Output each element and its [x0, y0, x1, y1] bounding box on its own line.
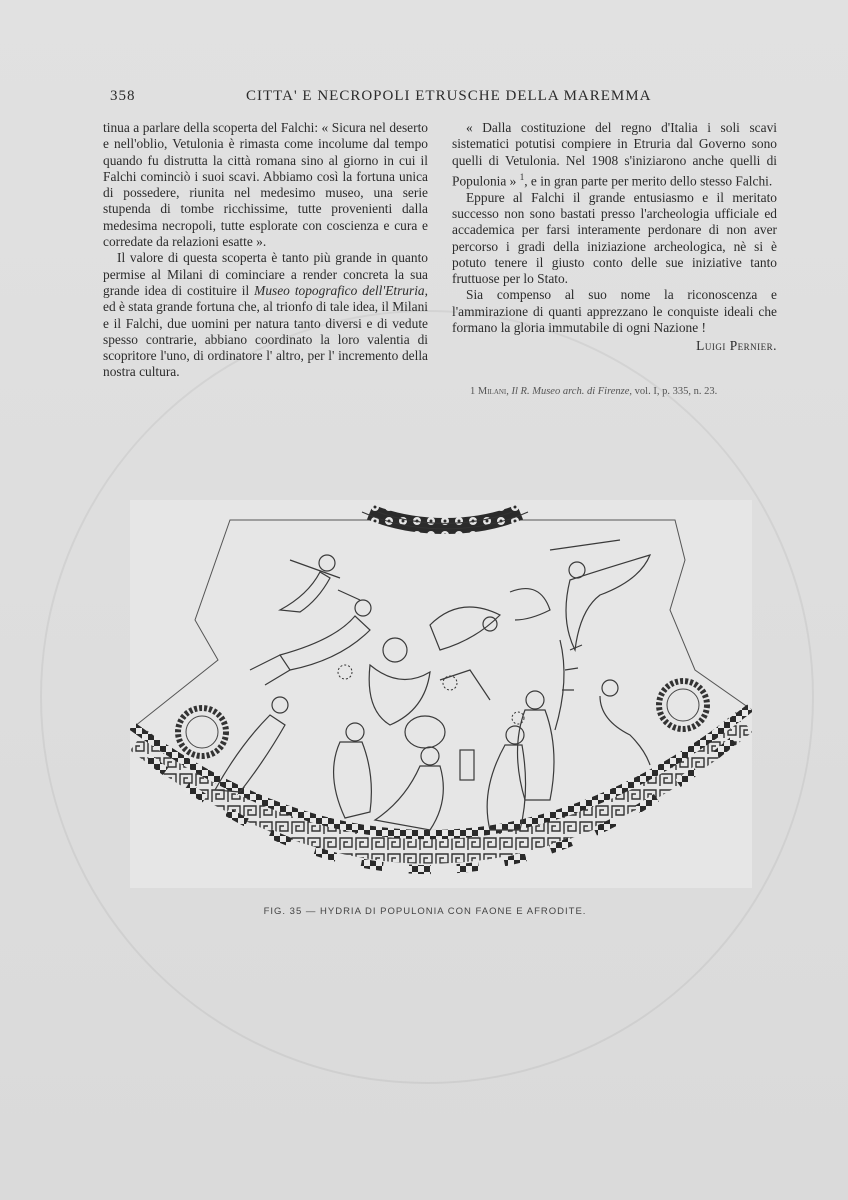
left-column: [103, 120, 428, 381]
footnote-marker: 1: [470, 386, 476, 397]
right-column: [452, 120, 777, 355]
right-paragraph-1: « Dalla costituzione del regno d'Italia i soli scavi sistematici potutisi compiere in Etruria dal Governo sono quelli di Vetulonia. Nel 1908 s'iniziarono anche quelli di Populonia » $^1$, e in gran parte per merito dello stesso Falchi.: [452, 120, 777, 189]
footnote: [470, 386, 790, 397]
left-medallion: [178, 708, 226, 756]
right-paragraph-3: Sia compenso al suo nome la riconoscenza e l'ammirazione di quanti apprezzano le conquiste ideali che formano la gloria immutabile di ogni Nazione !: [452, 287, 777, 336]
page-number: 358: [110, 88, 136, 104]
page-header: [110, 88, 750, 110]
author-signature: Luigi Pernier.: [696, 338, 777, 354]
dot-ornaments: [338, 665, 524, 724]
hydria-drawing: [130, 500, 752, 888]
top-rosette-band: [370, 512, 520, 526]
footnote-reference: vol. I, p. 335, n. 23.: [634, 386, 718, 397]
running-title: CITTA' E NECROPOLI ETRUSCHE DELLA MAREMMA: [246, 88, 652, 104]
footnote-ref: 1: [519, 171, 525, 182]
hydria-illustration: [130, 500, 752, 888]
right-medallion: [659, 681, 707, 729]
footnote-title: Il R. Museo arch. di Firenze,: [511, 386, 633, 397]
figure-caption: FIG. 35 — HYDRIA DI POPULONIA CON FAONE E AFRODITE.: [263, 906, 587, 917]
figures-group: [215, 540, 650, 830]
left-paragraph-2: Il valore di questa scoperta è tanto più grande in quanto permise al Milani di cominciare a render concreta la sua grande idea di costituire il Museo topografico dell'Etruria, ed è stata grande fortuna che, al trionfo di tale idea, il Milani e il Falchi, due uomini per natura tanto diversi e di vedute spesso contrarie, abbiano coordinato la loro valentia di scopritore l'uno, di ordinatore l' altro, per l' incremento della nostra cultura.: [103, 250, 428, 380]
left-paragraph-1: tinua a parlare della scoperta del Falchi: « Sicura nel deserto e nell'oblio, Vetulonia è rimasta come incolume dal tempo quando fu distrutta la città romana sino al giorno in cui il Falchi cominciò i suoi scavi. Abbiamo così la fortuna unica di possedere, riunita nel medesimo museo, una serie stupenda di tombe ricchissime, tutte provenienti dalla medesima necropoli, tutte esplorate con coscienza e cura e corredate da relazioni esatte ».: [103, 120, 428, 250]
museum-title-italic: Museo topografico dell'Etruria: [254, 282, 425, 298]
footnote-author: Milani,: [477, 386, 509, 397]
right-paragraph-2: Eppure al Falchi il grande entusiasmo e il meritato successo non sono bastati presso l'archeologia ufficiale ed accademica per farsi interamente perdonare di non aver percorso i gradi della iniziazione archeologica, nè si è potuto tenere il giusto conto delle sue iniziative tanto fruttuose per lo Stato.: [452, 189, 777, 287]
